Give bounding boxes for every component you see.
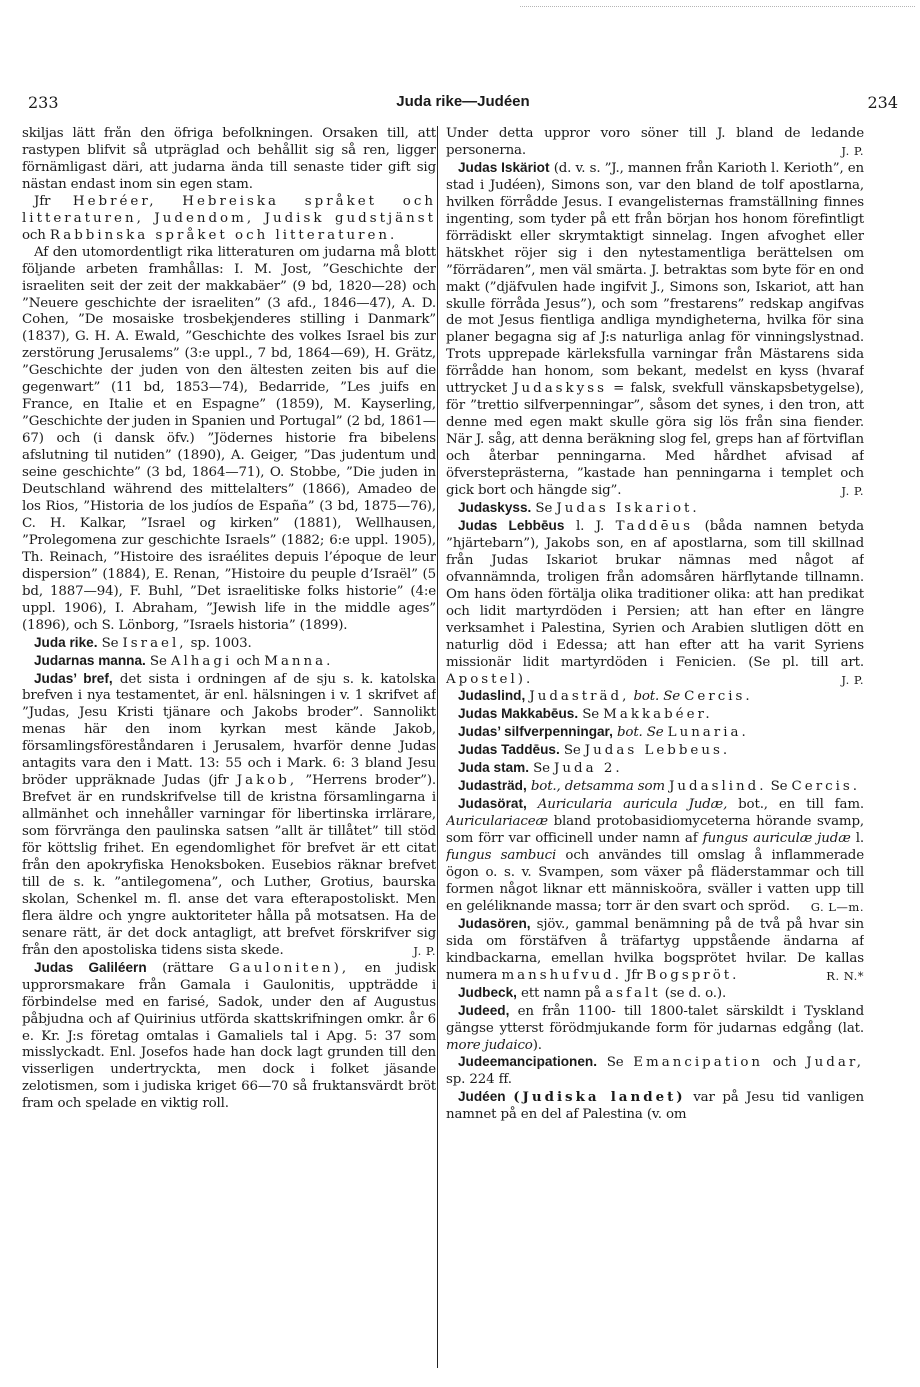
entry-judeed: Judeed, en från 1100- till 1800-talet särskildt i Tyskland gängse ytterst förödmjukande form för judarnas edgång (lat. more judaico). xyxy=(446,1002,864,1053)
entry-judaslind: Judaslind, Judasträd, bot. Se Cercis. xyxy=(458,688,753,705)
entry-judas-iskariot: Judas Iskäriot (d. v. s. ”J., mannen från Karioth l. Kerioth”, en stad i Judéen), Simons son, var den bland de tolf apostlarna, hvilken förrådde Jesus. I evangelisternas framställning finnes ingenting, som tyder på ett från början hos honom förefintligt förrädiskt eller skrymtaktigt sinnelag. Ingen afvoghet eller hätskhet röjer sig i den nytestamentliga berättelsen om ”förrädaren”, men väl smärta. J. betraktas som byte för en ond makt (”djäfvulen hade ingifvit J., Simons son, Iskariot, att han skulle förråda Jesus”), och som ”frestarens” redskap angifvas de mot Jesus fientliga andliga myndigheterna, hvilka för sina planer begagna sig af J:s naturliga anlag för vinningslystnad. Trots upprepade kärleksfulla varningar från Mästarens sida förrådde han honom, som bekant, medelst en kyss (hvaraf uttrycket Judaskyss = falsk, svekfull vänskapsbetygelse), för ”trettio silfverpenningar”, såsom det synes, i den tron, att denne med egen makt skulle göra sig lös från sina fiender. När J. såg, att denna beräkning slog fel, greps han af förtviflan och återbar penningarna. Med hårdhet afvisad af öfversteprästerna, ”kastade han penningarna i templet och gick bort och hängde sig”. J. P. xyxy=(446,159,864,499)
author-signature: J. P. xyxy=(841,484,864,499)
cross-reference: Makkabéer. xyxy=(603,707,713,723)
cross-reference: Judas Iskariot. xyxy=(556,500,700,516)
entry-headword: Judas’ bref, xyxy=(34,670,113,686)
entry-judas-taddeus: Judas Taddēus. Se Judas Lebbeus. xyxy=(458,742,731,759)
paragraph: Jfr Hebréer, Hebreiska språket och litteraturen, Judendom, Judisk gudstjänst och Rabbinska språket och litteraturen. xyxy=(22,193,436,243)
page-header xyxy=(28,93,898,119)
paragraph: Under detta uppror voro söner till J. bland de ledande personerna. J. P. xyxy=(446,126,864,158)
cross-reference: Emancipation xyxy=(633,1055,764,1071)
top-scan-line xyxy=(520,6,915,7)
paragraph: skiljas lätt från den öfriga befolkningen. Orsaken till, att rastypen blifvit så utpräglad och behållit sig så ren, ligger förnämligast däri, att judarna ända till senaste tider gift sig nästan endast inom sin egen stam. xyxy=(22,126,436,192)
entry-judas-galileern: Judas Galiléern (rättare Gauloniten), en judisk upprorsmakare från Gamala i Gaulonitis, uppträdde i förbindelse med en farisé, Sadok, under den af Augustus påbjudna och af Quirinius utförda skattskrifningen omkr. år 6 e. Kr. J:s företag omtalas i Gamaliels tal i Apg. 5: 37 som misslyckadt. Enl. Josefos hade han dock lagt grunden till den visserligen undertryckta, men dock i folket jäsande zelotismen, som i judiska kriget 66—70 så fruktansvärdt bröt fram och spelade en viktig roll. xyxy=(22,959,436,1112)
entry-headword: Judas Lebbēus xyxy=(458,517,565,533)
cross-reference: Judas Lebbeus. xyxy=(584,743,731,759)
cross-reference: Jakob, xyxy=(236,773,298,789)
entry-judeen: Judéen (Judiska landet) var på Jesu tid vanligen namnet på en del af Palestina (v. om xyxy=(446,1089,864,1123)
page-title: Juda rike—Judéen xyxy=(396,93,530,110)
entry-judastrad: Judasträd, bot., detsamma som Judaslind. Se Cercis. xyxy=(458,778,861,795)
entry-headword: Juda stam. xyxy=(458,760,530,776)
entry-judasorat: Judasörat, Auricularia auricula Judæ, bot., en till fam. Auriculariaceæ bland protobasidiomyceterna hörande svamp, som förr var officinell under namn af fungus auriculæ judæ l. fungus sambuci och användes till omslag å inflammerade ögon o. s. v. Svampen, som växer på fläderstammar och till formen något liknar ett människoöra, sväller i vatten upp till en geléliknande massa; torr är den svart och spröd. G. L—m. xyxy=(446,796,864,914)
entry-judas-makkabeus: Judas Makkabēus. Se Makkabéer. xyxy=(458,706,713,723)
entry-judarnas-manna: Judarnas manna. Se Alhagi och Manna. xyxy=(34,652,334,669)
author-signature: J. P. xyxy=(841,672,864,687)
entry-headword: Judas Taddēus. xyxy=(458,742,560,758)
entry-judaskyss: Judaskyss. Se Judas Iskariot. xyxy=(458,499,700,516)
entry-headword: Judaslind, xyxy=(458,688,526,704)
entry-headword: Judeemancipationen. xyxy=(458,1054,597,1070)
entry-headword: Judas Galiléern xyxy=(34,959,147,975)
cross-reference: Gauloniten), xyxy=(229,960,350,976)
cross-reference: asfalt xyxy=(605,985,661,1001)
author-signature: J. P. xyxy=(841,143,864,158)
cross-reference: Manna. xyxy=(264,653,334,669)
author-signature: R. N.* xyxy=(826,968,864,983)
entry-juda-stam: Juda stam. Se Juda 2. xyxy=(458,760,623,777)
page-number-right: 234 xyxy=(867,93,898,112)
entry-judbeck: Judbeck, ett namn på asfalt (se d. o.). xyxy=(458,984,727,1001)
cross-reference: Judaslind. xyxy=(669,779,767,795)
cross-reference: Israel, xyxy=(122,635,187,651)
entry-headword: Judas’ silfverpenningar, xyxy=(458,724,613,740)
cross-reference: Juda 2. xyxy=(554,761,623,777)
cross-reference: (Judiska landet) xyxy=(513,1089,686,1106)
cross-reference: Lunaria. xyxy=(667,725,749,741)
cross-reference: Apostel). xyxy=(446,671,534,687)
cross-reference: Cercis. xyxy=(684,689,753,705)
entry-headword: Judéen xyxy=(458,1089,506,1105)
entry-juda-rike: Juda rike. Se Israel, sp. 1003. xyxy=(34,634,252,651)
cross-reference: Bogspröt. xyxy=(646,967,740,983)
author-signature: J. P. xyxy=(413,943,436,958)
page-number-left: 233 xyxy=(28,93,59,112)
entry-headword: Juda rike. xyxy=(34,634,98,650)
entry-judasoren: Judasören, sjöv., gammal benämning på de två på hvar sin sida om förstäfven å träfartyg uppstående ändarna af kindbackarna, emellan hvilka bogsprötet hvilar. De kallas numera manshufvud. Jfr Bogspröt. R. N.* xyxy=(446,915,864,983)
cross-reference: Judar, xyxy=(806,1055,864,1071)
cross-reference: Taddēus xyxy=(615,518,694,534)
entry-judeemancipationen: Judeemancipationen. Se Emancipation och Judar, sp. 224 ff. xyxy=(446,1054,864,1088)
entry-headword: Judas Makkabēus. xyxy=(458,706,579,722)
entry-judas-lebbeus: Judas Lebbēus l. J. Taddēus (båda namnen betyda ”hjärtebarn”), Jakobs son, en af apostlarna, som till skillnad från Judas Iskariot brukar nämnas med något af ofvannämnda, troligen från adomsåren härflytande tillnamn. Om hans öden förtälja olika traditioner olika: att han predikat och lidit martyrdöden i Persien; att han efter en längre verksamhet i Palestina, Syrien och Arabien slutligen dött en naturlig död i Edessa; att han efter att ha varit Syriens missionär lidit martyrdöden i Fenicien. (Se pl. till art. Apostel). J. P. xyxy=(446,517,864,687)
bibliography-paragraph: Af den utomordentligt rika litteraturen om judarna må blott följande arbeten framhållas: I. M. Jost, ”Geschichte der israeliten seit der zeit der makkabäer” (9 bd, 1820—28) och ”Neuere geschichte der israeliten” (3 afd., 1846—47), A. D. Cohen, ”De mosaiske trosbekjenderes stilling i Danmark” (1837), G. H. A. Ewald, ”Geschichte des volkes Israel bis zur zerstörung Jerusalems” (3:e uppl., 7 bd, 1864—69), H. Grätz, ”Geschichte der juden von den ältesten zeiten bis auf die gegenwart” (11 bd, 1853—74), Bedarride, ”Les juifs en France, en Italie et en Espagne” (1859), M. Kayserling, ”Geschichte der juden in Spanien und Portugal” (2 bd, 1861—67) och (i dansk öfv.) ”Jödernes historie fra bibelens afslutning til nutiden” (1890), A. Geiger, ”Das judentum und seine geschichte” (3 bd, 1864—71), O. Stobbe, ”Die juden in Deutschland während des mittelalters” (1866), Amadeo de los Rios, ”Historia de los judíos de España” (3 bd, 1875—76), C. H. Kalkar, ”Israel og kirken” (1881), Wellhausen, ”Prolegomena zur geschichte Israels” (1882; 6:e uppl. 1905), Th. Reinach, ”Histoire des israélites depuis l’époque de leur dispersion” (1884), E. Renan, ”Histoire du peuple d’Israël” (5 bd, 1887—94), F. Buhl, ”Det israelitiske folks historie” (4:e uppl. 1906), I. Abraham, ”Jewish life in the middle ages” (1896), och S. Lönborg, ”Israels historia” (1899). xyxy=(22,244,436,633)
cross-reference: Judasträd, xyxy=(529,689,630,705)
entry-headword: Judeed, xyxy=(458,1002,510,1018)
entry-judas-bref: Judas’ bref, det sista i ordningen af de sju s. k. katolska brefven i nya testamentet, är enl. hälsningen i v. 1 skrifvet af ”Judas, Jesu Kristi tjänare och Jakobs broder”. Sannolikt menas här den inom kyrkan mest kände Jakob, församlingsföreståndaren i Jerusalem, hvarför denne Judas antagits vara den i Matt. 13: 55 och i Mark. 6: 3 bland Jesu bröder uppräknade Judas (jfr Jakob, ”Herrens broder”). Brefvet är en rundskrifvelse till de kristna församlingarna i allmänhet och innehåller varningar för libertinska irrlärare, som förvränga den paulinska satsen ”allt är tillåtet” till stöd för köttslig frihet. En egendomlighet för brefvet är ett citat från den apokryfiska Henoksboken. Eusebios räknar brefvet till de s. k. ”antilegomena”, och Luther, Grotius, baurska skolan, Schenkel m. fl. anse det vara efterapostoliskt. Men flera äldre och yngre auktoriteter hålla på motsatsen. Ha de senare rätt, är det dock antagligt, att brefvet förskrifver sig från den apostoliska tidens sista skede. J. P. xyxy=(22,670,436,958)
cross-reference: manshufvud. xyxy=(501,967,622,983)
column-divider xyxy=(437,126,438,1368)
entry-headword: Judas Iskäriot xyxy=(458,159,550,175)
entry-headword: Judasörat, xyxy=(458,796,527,812)
entry-headword: Judbeck, xyxy=(458,984,517,1000)
cross-reference: Cercis. xyxy=(791,779,861,795)
cross-reference: Hebréer, Hebreiska språket och litteraturen, Judendom, Judisk gudstjänst xyxy=(22,193,436,226)
entry-headword: Judasören, xyxy=(458,915,531,931)
entry-headword: Judasträd, xyxy=(458,778,527,794)
left-column xyxy=(22,126,436,1371)
cross-reference: Judaskyss xyxy=(513,381,607,397)
author-signature: G. L—m. xyxy=(810,899,864,914)
cross-reference: Rabbinska språket och litteraturen. xyxy=(49,227,398,243)
entry-headword: Judarnas manna. xyxy=(34,652,146,668)
right-column xyxy=(446,126,864,1371)
cross-reference: Alhagi xyxy=(170,653,233,669)
entry-headword: Judaskyss. xyxy=(458,499,532,515)
entry-judas-silfverpenningar: Judas’ silfverpenningar, bot. Se Lunaria. xyxy=(458,724,749,741)
